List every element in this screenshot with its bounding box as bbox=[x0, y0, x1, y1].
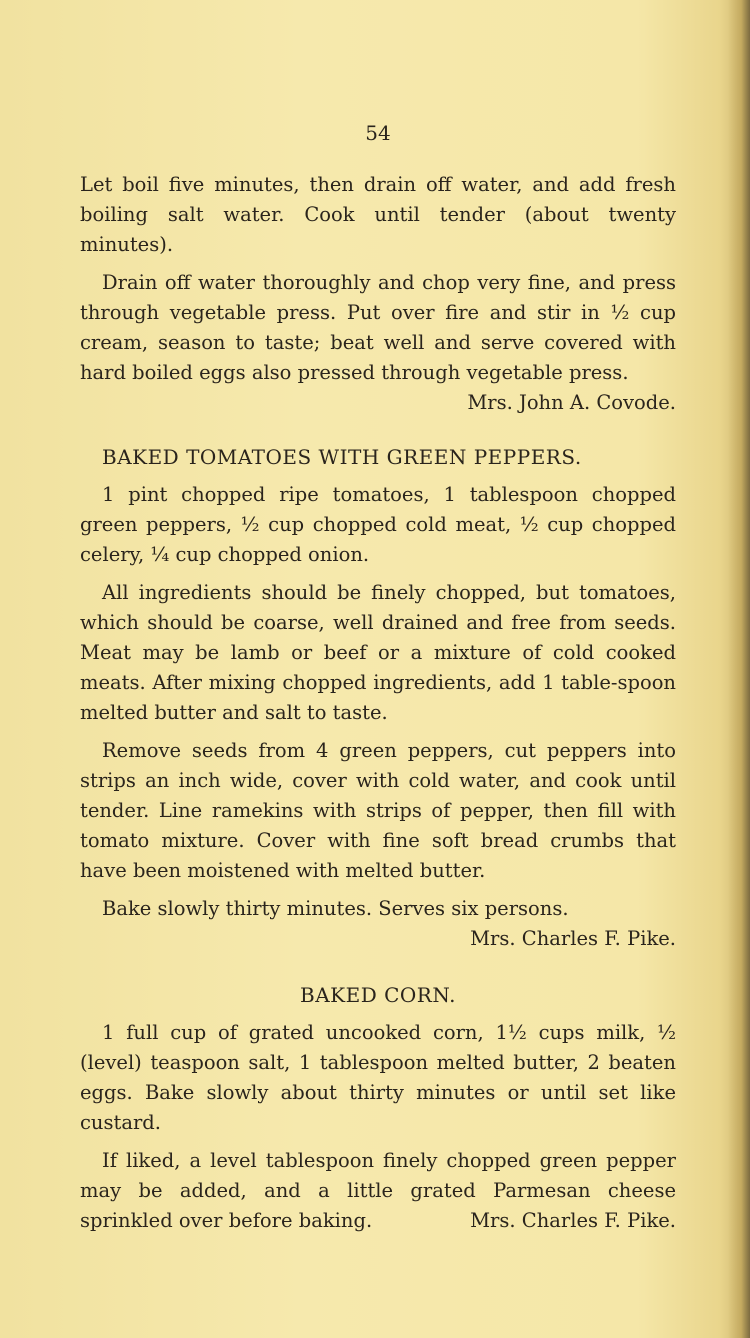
recipe2-paragraph-2-text: If liked, a level tablespoon finely chopped green pepper may be added, and a little grated Parmesan cheese sprinkled over before baking. bbox=[80, 1149, 676, 1232]
recipe1-paragraph-1: 1 pint chopped ripe tomatoes, 1 tablespoon chopped green peppers, ½ cup chopped cold meat, ½ cup chopped celery, ¼ cup chopped onion. bbox=[80, 483, 676, 566]
recipe1-paragraph-2: All ingredients should be finely chopped, but tomatoes, which should be coarse, well drained and free from seeds. Meat may be lamb or beef or a mixture of cold cooked meats. After mixing chopped ingredients, add 1 table-spoon melted butter and salt to taste. bbox=[80, 581, 676, 724]
recipe1-paragraph-4: Bake slowly thirty minutes. Serves six persons. bbox=[102, 897, 569, 920]
intro-paragraph-1: Let boil five minutes, then drain off water, and add fresh boiling salt water. Cook until tender (about twenty minutes). bbox=[80, 173, 676, 256]
recipe2-signature: Mrs. Charles F. Pike. bbox=[470, 1209, 676, 1232]
intro-signature: Mrs. John A. Covode. bbox=[467, 391, 676, 414]
intro-paragraph-2-text: Drain off water thoroughly and chop very fine, and press through vegetable press. Put over fire and stir in ½ cup cream, season to taste; beat well and serve covered with hard boiled eggs also pressed through vegetable press. bbox=[80, 271, 676, 384]
recipe-title-baked-tomatoes: BAKED TOMATOES WITH GREEN PEPPERS. bbox=[102, 445, 582, 469]
recipe1-paragraph-3: Remove seeds from 4 green peppers, cut peppers into strips an inch wide, cover with cold water, and cook until tender. Line ramekins with strips of pepper, then fill with tomato mixture. Cover with fine soft bread crumbs that have been moistened with melted butter. bbox=[80, 739, 676, 882]
recipe-title-baked-corn: BAKED CORN. bbox=[300, 983, 456, 1007]
book-page bbox=[80, 118, 676, 1244]
page-edge-shadow bbox=[728, 0, 750, 1338]
page-number: 54 bbox=[365, 121, 391, 145]
intro-paragraph-2 bbox=[80, 268, 676, 418]
recipe2-paragraph-2 bbox=[80, 1146, 676, 1236]
recipe2-paragraph-1: 1 full cup of grated uncooked corn, 1½ cups milk, ½ (level) teaspoon salt, 1 tablespoon melted butter, 2 beaten eggs. Bake slowly about thirty minutes or until set like custard. bbox=[80, 1021, 676, 1134]
recipe1-signature: Mrs. Charles F. Pike. bbox=[470, 927, 676, 950]
